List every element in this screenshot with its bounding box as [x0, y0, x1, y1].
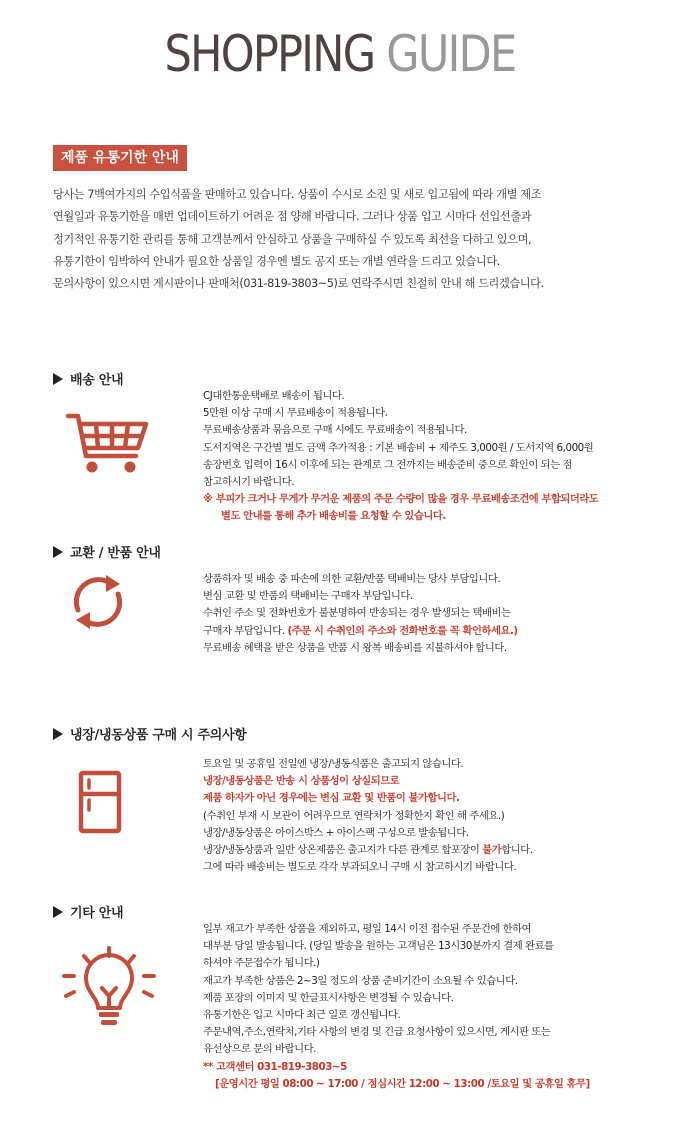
frozen-line-text: 합니다. — [501, 844, 533, 857]
exchange-line-text: 구매자 부담입니다. — [203, 624, 288, 637]
etc-heading-label: 기타 안내 — [70, 906, 124, 921]
etc-line: 주문내역,주소,연락처,기타 사항의 변경 및 긴급 요청사항이 있으시면, 게시판 또는 — [203, 1026, 551, 1039]
title-shopping: SHOPPING — [164, 25, 375, 83]
shipping-line: 송장번호 입력이 16시 이후에 되는 관계로 그 전까지는 배송준비 중으로 확인이 되는 점 — [203, 458, 572, 471]
shipping-body — [203, 388, 663, 526]
customer-center-contact: ** 고객센터 031-819-3803~5 — [203, 1060, 347, 1073]
shipping-heading — [53, 369, 123, 388]
refrigerator-icon — [78, 770, 122, 838]
frozen-body — [203, 756, 663, 876]
notice-line: 연월일과 유통기한을 매번 업데이트하기 어려운 점 양해 바랍니다. 그러나 상품 입고 시마다 선입선출과 — [53, 210, 532, 224]
exchange-heading — [53, 542, 161, 561]
triangle-bullet-icon — [53, 728, 63, 740]
exchange-line: 수취인 주소 및 전화번호가 불분명하여 반송되는 경우 발생되는 택배비는 — [203, 607, 511, 620]
shipping-line: 참고하시기 바랍니다. — [203, 476, 295, 489]
frozen-line: 그에 따라 배송비는 별도로 각각 부과되오니 구매 시 참고하시기 바랍니다. — [203, 861, 517, 874]
shipping-line: CJ대한통운택배로 배송이 됩니다. — [203, 390, 345, 402]
notice-line: 당사는 7백여가지의 수입식품을 판매하고 있습니다. 상품이 수시로 소진 및 새로 입고됨에 따라 개별 제조 — [53, 188, 542, 201]
etc-line: 하셔야 주문접수가 됩니다.) — [203, 957, 320, 970]
etc-body — [203, 921, 663, 1093]
frozen-heading — [53, 724, 246, 743]
etc-heading — [53, 902, 123, 921]
etc-line: 제품 포장의 이미지 및 한글표시사항은 변경될 수 있습니다. — [203, 991, 454, 1004]
etc-line: 재고가 부족한 상품은 2~3일 정도의 상품 준비기간이 소요될 수 있습니다. — [203, 974, 518, 987]
exchange-line — [203, 623, 663, 640]
shipping-heading-label: 배송 안내 — [70, 373, 124, 388]
shipping-line: 무료배송상품과 묶음으로 구매 시에도 무료배송이 적용됩니다. — [203, 424, 467, 437]
shipping-warning-line: 별도 안내를 통해 추가 배송비를 요청할 수 있습니다. — [221, 510, 446, 523]
triangle-bullet-icon — [53, 373, 63, 385]
frozen-warning-line: 제품 하자가 아닌 경우에는 변심 교환 및 반품이 불가합니다. — [203, 792, 460, 805]
triangle-bullet-icon — [53, 906, 63, 918]
frozen-line: (수취인 부재 시 보관이 어려우므로 연락처가 정확한지 확인 해 주세요.) — [203, 809, 505, 822]
frozen-warning-text: 불가 — [482, 844, 502, 857]
exchange-line: 무료배송 혜택을 받은 상품을 반품 시 왕복 배송비를 지불하셔야 합니다. — [203, 641, 507, 654]
notice-line: 유통기한이 임박하여 안내가 필요한 상품일 경우엔 별도 공지 또는 개별 연락을 드리고 있습니다. — [53, 254, 500, 268]
title-guide: GUIDE — [386, 25, 516, 83]
exchange-warning-text: (주문 시 수취인의 주소와 전화번호를 꼭 확인하세요.) — [287, 624, 518, 637]
triangle-bullet-icon — [53, 546, 63, 558]
refresh-cycle-icon — [66, 570, 130, 638]
frozen-line — [203, 842, 663, 859]
operating-hours: [운영시간 평일 08:00 ~ 17:00 / 점심시간 12:00 ~ 13:00 /토요일 및 공휴일 휴무] — [215, 1077, 590, 1090]
lightbulb-icon — [62, 946, 156, 1034]
page-title — [48, 24, 633, 84]
notice-line: 문의사항이 있으시면 게시판이나 판매처(031-819-3803~5)로 연락주시면 친절히 안내 해 드리겠습니다. — [53, 277, 544, 291]
frozen-line-text: 냉장/냉동상품과 일반 상온제품은 출고지가 다른 관계로 합포장이 — [203, 844, 483, 857]
frozen-warning-line: 냉장/냉동상품은 반송 시 상품성이 상실되므로 — [203, 775, 400, 788]
shopping-cart-icon — [66, 412, 150, 480]
shipping-warning-line: ※ 부피가 크거나 무게가 무거운 제품의 주문 수량이 많을 경우 무료배송조건에 부합되더라도 — [203, 493, 599, 506]
etc-line: 일부 재고가 부족한 상품을 제외하고, 평일 14시 이전 접수된 주문건에 한하여 — [203, 923, 532, 935]
shipping-line: 5만원 이상 구매 시 무료배송이 적용됩니다. — [203, 407, 388, 420]
shipping-line: 도서지역은 구간별 별도 금액 추가적용 : 기본 배송비 + 제주도 3,000원 / 도서지역 6,000원 — [203, 441, 594, 454]
expiry-notice-text — [53, 184, 653, 295]
notice-line: 정기적인 유통기한 관리를 통해 고객분께서 안심하고 상품을 구매하실 수 있도록 최선을 다하고 있으며, — [53, 232, 532, 246]
exchange-line: 변심 교환 및 반품의 택배비는 구매자 부담입니다. — [203, 590, 413, 603]
etc-line: 유선상으로 문의 바랍니다. — [203, 1043, 316, 1056]
frozen-heading-label: 냉장/냉동상품 구매 시 주의사항 — [70, 728, 247, 743]
expiry-notice-badge: 제품 유통기한 안내 — [53, 145, 187, 171]
exchange-body — [203, 571, 663, 657]
exchange-heading-label: 교환 / 반품 안내 — [70, 546, 161, 561]
etc-line: 대부분 당일 발송됩니다. (당일 발송을 원하는 고객님은 13시30분까지 결제 완료를 — [203, 940, 554, 953]
exchange-line: 상품하자 및 배송 중 파손에 의한 교환/반품 택배비는 당사 부담입니다. — [203, 573, 501, 585]
frozen-line: 토요일 및 공휴일 전일엔 냉장/냉동식품은 출고되지 않습니다. — [203, 758, 464, 770]
etc-line: 유통기한은 입고 시마다 최근 일로 갱신됩니다. — [203, 1009, 401, 1022]
frozen-line: 냉장/냉동상품은 아이스박스 + 아이스팩 구성으로 발송됩니다. — [203, 826, 469, 839]
